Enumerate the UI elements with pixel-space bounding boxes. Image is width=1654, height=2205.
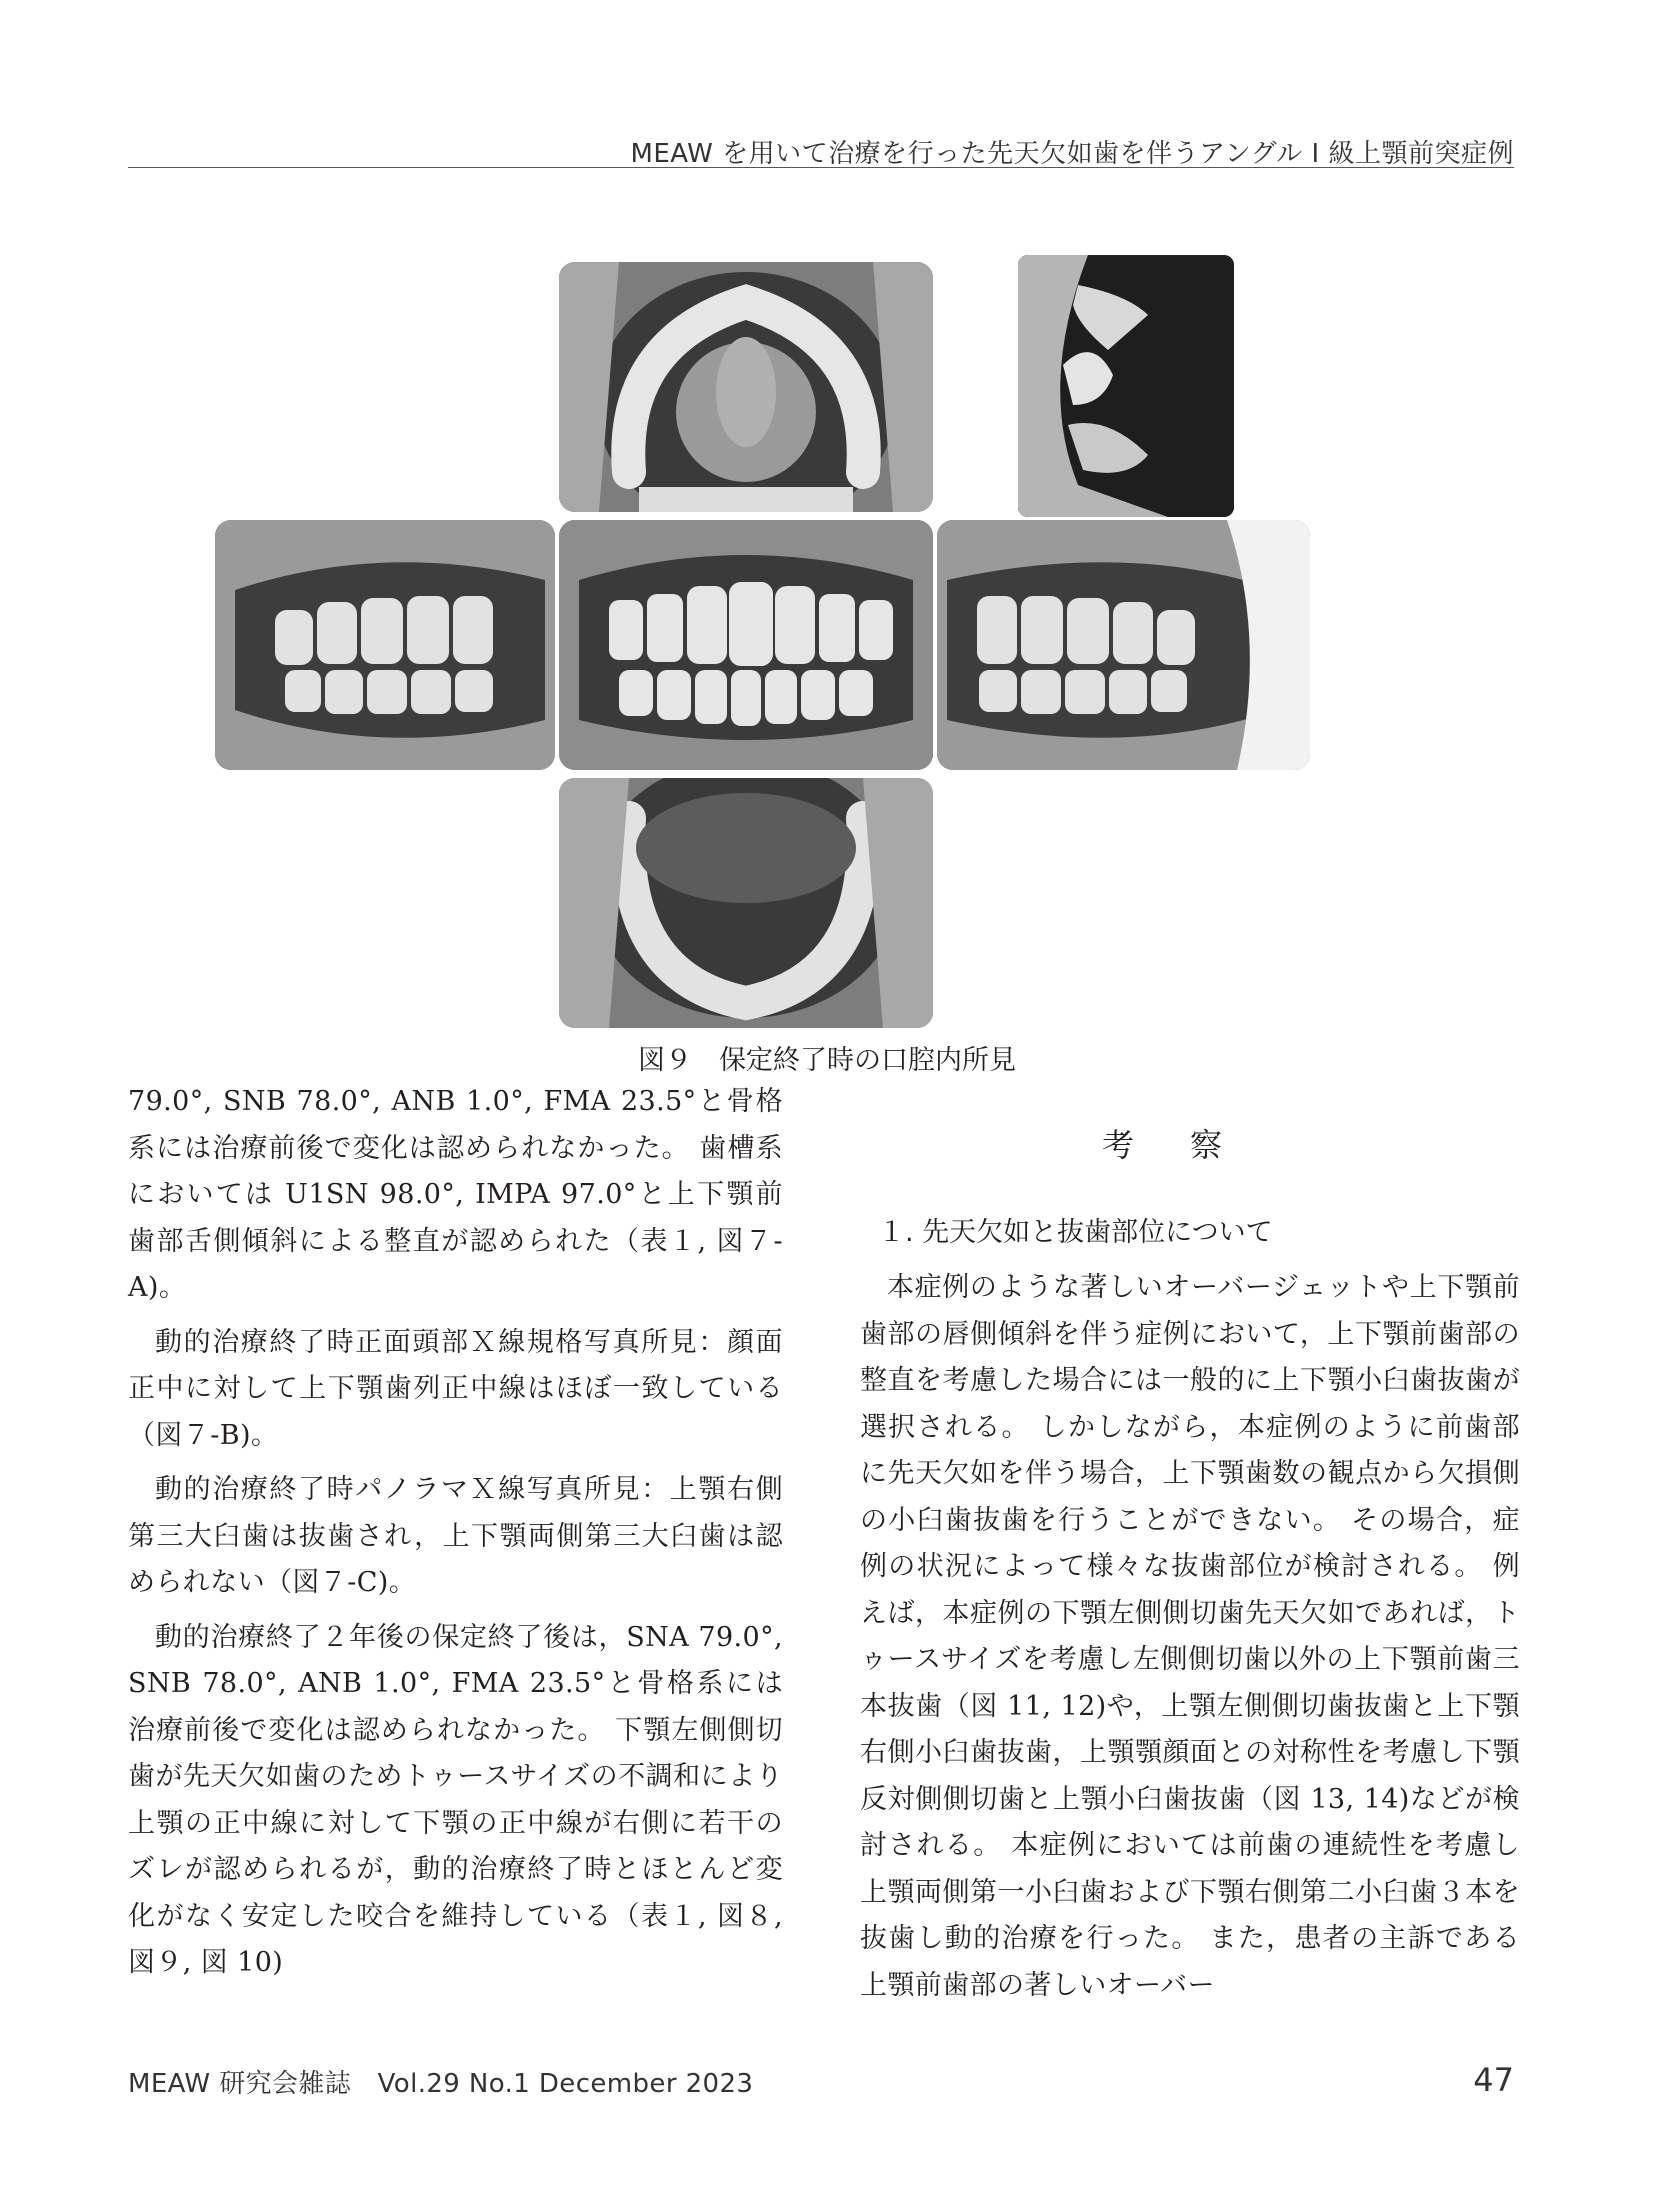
section-title: 考察 xyxy=(1101,1126,1278,1164)
journal-footer: MEAW 研究会雑誌 Vol.29 No.1 December 2023 xyxy=(128,2069,754,2099)
photo-lower-occlusal xyxy=(559,778,933,1028)
running-header-title: MEAW を用いて治療を行った先天欠如歯を伴うアングル I 級上顎前突症例 xyxy=(630,139,1514,169)
paragraph: 79.0°, SNB 78.0°, ANB 1.0°, FMA 23.5°と骨格系には治療前後で変化は認められなかった。 歯槽系においては U1SN 98.0°, IMPA 97.0°と上下顎前歯部舌側傾斜による整直が認められた（表１, 図７-A)。 xyxy=(128,1086,783,1303)
page-number: 47 xyxy=(1473,2061,1514,2099)
right-text-column xyxy=(860,1265,1520,2017)
paragraph: 動的治療終了２年後の保定終了後は，SNA 79.0°, SNB 78.0°, ANB 1.0°, FMA 23.5°と骨格系には治療前後で変化は認められなかった。 下顎左側側切歯が先天欠如歯のためトゥースサイズの不調和により上顎の正中線に対して下顎の正中線が右側に若干のズレが認められるが，動的治療終了時とほとんど変化がなく安定した咬合を維持している（表１, 図８, 図９, 図 10) xyxy=(128,1621,783,1978)
photo-left-buccal xyxy=(937,520,1310,770)
header-rule xyxy=(128,167,1514,168)
figure-caption: 図９ 保定終了時の口腔内所見 xyxy=(638,1045,1016,1076)
left-text-column xyxy=(128,1079,783,1995)
photo-right-buccal xyxy=(215,520,555,770)
paragraph: 動的治療終了時パノラマＸ線写真所見：上顎右側第三大臼歯は抜歯され，上下顎両側第三大臼歯は認められない（図７-C)。 xyxy=(128,1474,783,1598)
paragraph: 本症例のような著しいオーバージェットや上下顎前歯部の唇側傾斜を伴う症例において，上下顎前歯部の整直を考慮した場合には一般的に上下顎小臼歯抜歯が選択される。 しかしながら，本症例のように前歯部に先天欠如を伴う場合，上下顎歯数の観点から欠損側の小臼歯抜歯を行うことができない。 その場合，症例の状況によって様々な抜歯部位が検討される。 例えば，本症例の下顎左側側切歯先天欠如であれば，トゥースサイズを考慮し左側側切歯以外の上下顎前歯三本抜歯（図 11, 12)や，上顎左側側切歯抜歯と上下顎右側小臼歯抜歯，上顎顎顔面との対称性を考慮し下顎反対側側切歯と上顎小臼歯抜歯（図 13, 14)などが検討される。 本症例においては前歯の連続性を考慮し上顎両側第一小臼歯および下顎右側第二小臼歯３本を抜歯し動的治療を行った。 また，患者の主訴である上顎前歯部の著しいオーバー xyxy=(860,1272,1520,2001)
photo-upper-occlusal xyxy=(559,262,933,512)
subsection-heading: １. 先天欠如と抜歯部位について xyxy=(878,1217,1273,1248)
paragraph: 動的治療終了時正面頭部Ｘ線規格写真所見：顔面正中に対して上下顎歯列正中線はほぼ一致している（図７-B)。 xyxy=(128,1326,783,1451)
photo-lateral-profile xyxy=(1018,255,1234,517)
photo-frontal xyxy=(559,520,933,770)
